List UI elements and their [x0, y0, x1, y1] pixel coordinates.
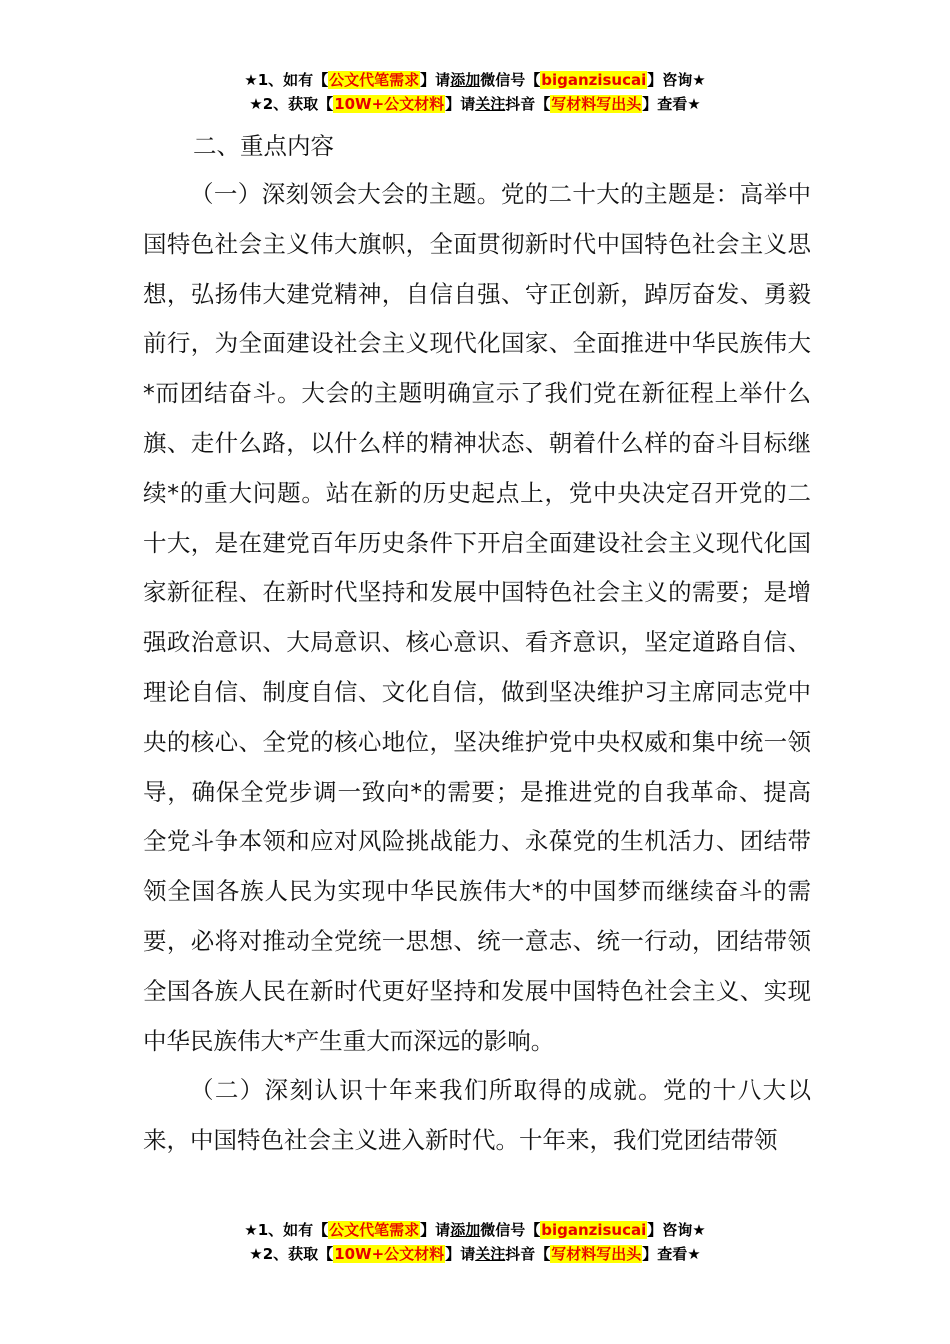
top-banner	[0, 68, 950, 116]
banner-highlight: 公文代笔需求	[329, 71, 420, 89]
banner-text: 抖音【	[505, 95, 551, 113]
banner-line-1	[0, 1218, 950, 1242]
banner-line-2	[0, 92, 950, 116]
banner-text: ★2、获取【	[249, 1245, 334, 1263]
banner-text: 】请	[445, 1245, 476, 1263]
banner-text: 微信号【	[480, 1221, 541, 1239]
banner-text: ★1、如有【	[244, 71, 329, 89]
banner-line-1	[0, 68, 950, 92]
banner-text: 】咨询★	[647, 1221, 706, 1239]
banner-text: ★1、如有【	[244, 1221, 329, 1239]
banner-highlight: 写材料写出头	[551, 1245, 642, 1263]
banner-emphasis: 添加	[450, 1221, 481, 1239]
paragraph-2: （二）深刻认识十年来我们所取得的成就。党的十八大以来，中国特色社会主义进入新时代。十年来，我们党团结带领	[143, 1076, 811, 1155]
section-heading: 二、重点内容	[193, 132, 334, 160]
banner-highlight: 10W+公文材料	[334, 95, 445, 113]
banner-highlight: biganzisucai	[541, 71, 647, 89]
banner-text: 】请	[445, 95, 476, 113]
banner-emphasis: 关注	[475, 1245, 506, 1263]
banner-text: ★2、获取【	[249, 95, 334, 113]
banner-text: 抖音【	[505, 1245, 551, 1263]
banner-text: 】请	[420, 71, 451, 89]
banner-highlight: 10W+公文材料	[334, 1245, 445, 1263]
banner-emphasis: 添加	[450, 71, 481, 89]
banner-highlight: 公文代笔需求	[329, 1221, 420, 1239]
banner-line-2	[0, 1242, 950, 1266]
banner-emphasis: 关注	[475, 95, 506, 113]
banner-text: 微信号【	[480, 71, 541, 89]
banner-text: 】咨询★	[647, 71, 706, 89]
banner-text: 】查看★	[642, 1245, 701, 1263]
body-text	[143, 170, 811, 1166]
bottom-banner	[0, 1218, 950, 1266]
banner-text: 】查看★	[642, 95, 701, 113]
banner-text: 】请	[420, 1221, 451, 1239]
banner-highlight: biganzisucai	[541, 1221, 647, 1239]
paragraph-1: （一）深刻领会大会的主题。党的二十大的主题是：高举中国特色社会主义伟大旗帜，全面贯彻新时代中国特色社会主义思想，弘扬伟大建党精神，自信自强、守正创新，踔厉奋发、勇毅前行，为全面建设社会主义现代化国家、全面推进中华民族伟大*而团结奋斗。大会的主题明确宣示了我们党在新征程上举什么旗、走什么路，以什么样的精神状态、朝着什么样的奋斗目标继续*的重大问题。站在新的历史起点上，党中央决定召开党的二十大，是在建党百年历史条件下开启全面建设社会主义现代化国家新征程、在新时代坚持和发展中国特色社会主义的需要；是增强政治意识、大局意识、核心意识、看齐意识，坚定道路自信、理论自信、制度自信、文化自信，做到坚决维护习主席同志党中央的核心、全党的核心地位，坚决维护党中央权威和集中统一领导，确保全党步调一致向*的需要；是推进党的自我革命、提高全党斗争本领和应对风险挑战能力、永葆党的生机活力、团结带领全国各族人民为实现中华民族伟大*的中国梦而继续奋斗的需要，必将对推动全党统一思想、统一意志、统一行动，团结带领全国各族人民在新时代更好坚持和发展中国特色社会主义、实现中华民族伟大*产生重大而深远的影响。	[143, 180, 811, 1055]
banner-highlight: 写材料写出头	[551, 95, 642, 113]
